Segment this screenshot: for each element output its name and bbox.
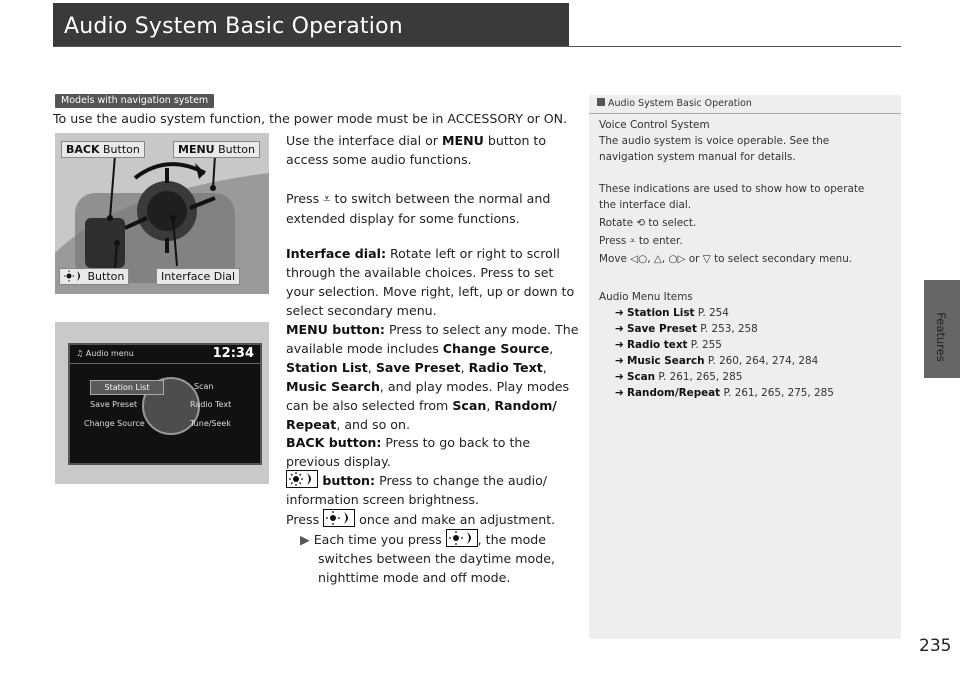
dial-right-icon: ○▷	[668, 253, 686, 265]
audio-menu-photo	[55, 322, 269, 484]
back-button-label: BACK Button	[61, 141, 145, 158]
menu-button-label: MENU Button	[173, 141, 260, 158]
ref-random-repeat[interactable]: ➔ Random/Repeat P. 261, 265, 275, 285	[615, 387, 834, 399]
ref-radio-text[interactable]: ➔ Radio text P. 255	[615, 339, 722, 351]
side-label-features: Features	[934, 312, 948, 362]
screen-item-save-preset: Save Preset	[90, 400, 138, 409]
para-press-toggle: Press ⩡ to switch between the normal and extended display for some functions.	[286, 191, 551, 226]
para-brightness-button: button: Press to change the audio/ information screen brightness. Press once and make an adjustment. ▶ Each time you press , the mode switches between the daytime mode, nighttime mode and off mode.	[286, 470, 555, 587]
screen-item-station-list: Station List	[90, 380, 164, 395]
screen-clock: 12:34	[212, 346, 254, 361]
page-title: Audio System Basic Operation	[64, 14, 403, 39]
brightness-icon	[323, 509, 355, 527]
bullet-arrow-icon: ▶	[300, 532, 310, 547]
dial-rotate-icon: ⟲	[636, 217, 646, 229]
dial-up-icon: △	[653, 253, 662, 265]
ref-station-list[interactable]: ➔ Station List P. 254	[615, 307, 729, 319]
page-number: 235	[919, 636, 952, 656]
brightness-icon	[64, 270, 84, 282]
sidebar-indications: These indications are used to show how to operate the interface dial. Rotate ⟲ to select. Press ⩡ to enter. Move ◁○, △, ○▷ or ▽ to select secondary menu.	[599, 183, 865, 265]
dial-press-icon: ⩡	[323, 192, 331, 207]
ref-arrow-icon: ➔	[615, 355, 624, 367]
screen-item-scan: Scan	[194, 382, 214, 391]
ref-scan[interactable]: ➔ Scan P. 261, 265, 285	[615, 371, 743, 383]
ref-arrow-icon: ➔	[615, 387, 624, 399]
dial-photo	[55, 133, 269, 294]
para-menu-button: MENU button: Press to select any mode. The available mode includes Change Source, Station List, Save Preset, Radio Text, Music Search, and play modes. Play modes can be also selected from Scan, Random/ Repeat, and so on.	[286, 322, 579, 432]
note-marker-icon	[597, 98, 605, 106]
models-badge: Models with navigation system	[55, 94, 214, 108]
para-back-button: BACK button: Press to go back to the previous display.	[286, 435, 531, 469]
dial-down-icon: ▽	[702, 253, 711, 265]
dial-left-icon: ◁○	[630, 253, 648, 265]
ref-arrow-icon: ➔	[615, 371, 624, 383]
brightness-button-label: Button	[59, 268, 129, 285]
ref-save-preset[interactable]: ➔ Save Preset P. 253, 258	[615, 323, 758, 335]
brightness-icon	[446, 529, 478, 547]
para-interface-dial: Interface dial: Rotate left or right to scroll through the available choices. Press to set your selection. Move right, left, up or down to select secondary menu.	[286, 246, 575, 318]
screen-item-change-source: Change Source	[84, 419, 145, 428]
ref-arrow-icon: ➔	[615, 323, 624, 335]
title-rule	[53, 46, 901, 47]
para-interface-dial-intro: Use the interface dial or MENU button to access some audio functions.	[286, 133, 547, 167]
sidebar-rule	[589, 113, 901, 114]
screen-item-tune-seek: Tune/Seek	[190, 419, 231, 428]
interface-dial-label: Interface Dial	[156, 268, 240, 285]
screen-title: ♫ Audio menu	[76, 349, 134, 358]
sidebar-voice-control: Voice Control System The audio system is voice operable. See the navigation system manual for details.	[599, 119, 830, 163]
brightness-icon	[286, 470, 318, 488]
screen-item-radio-text: Radio Text	[190, 400, 232, 409]
ref-arrow-icon: ➔	[615, 307, 624, 319]
ref-music-search[interactable]: ➔ Music Search P. 260, 264, 274, 284	[615, 355, 819, 367]
intro-text: To use the audio system function, the power mode must be in ACCESSORY or ON.	[53, 111, 568, 126]
sidebar-heading: Audio System Basic Operation	[597, 98, 752, 109]
ref-arrow-icon: ➔	[615, 339, 624, 351]
sidebar-menu-items: Audio Menu Items ➔ Station List P. 254 ➔ Save Preset P. 253, 258 ➔ Radio text P. 255 ➔ Music Search P. 260, 264, 274, 284 ➔ Scan P. 261, 265, 285 ➔ Random/Repeat P. 261, 265, 275, 285	[599, 291, 834, 399]
dial-press-icon: ⩡	[629, 235, 636, 247]
screen-display	[68, 343, 262, 465]
